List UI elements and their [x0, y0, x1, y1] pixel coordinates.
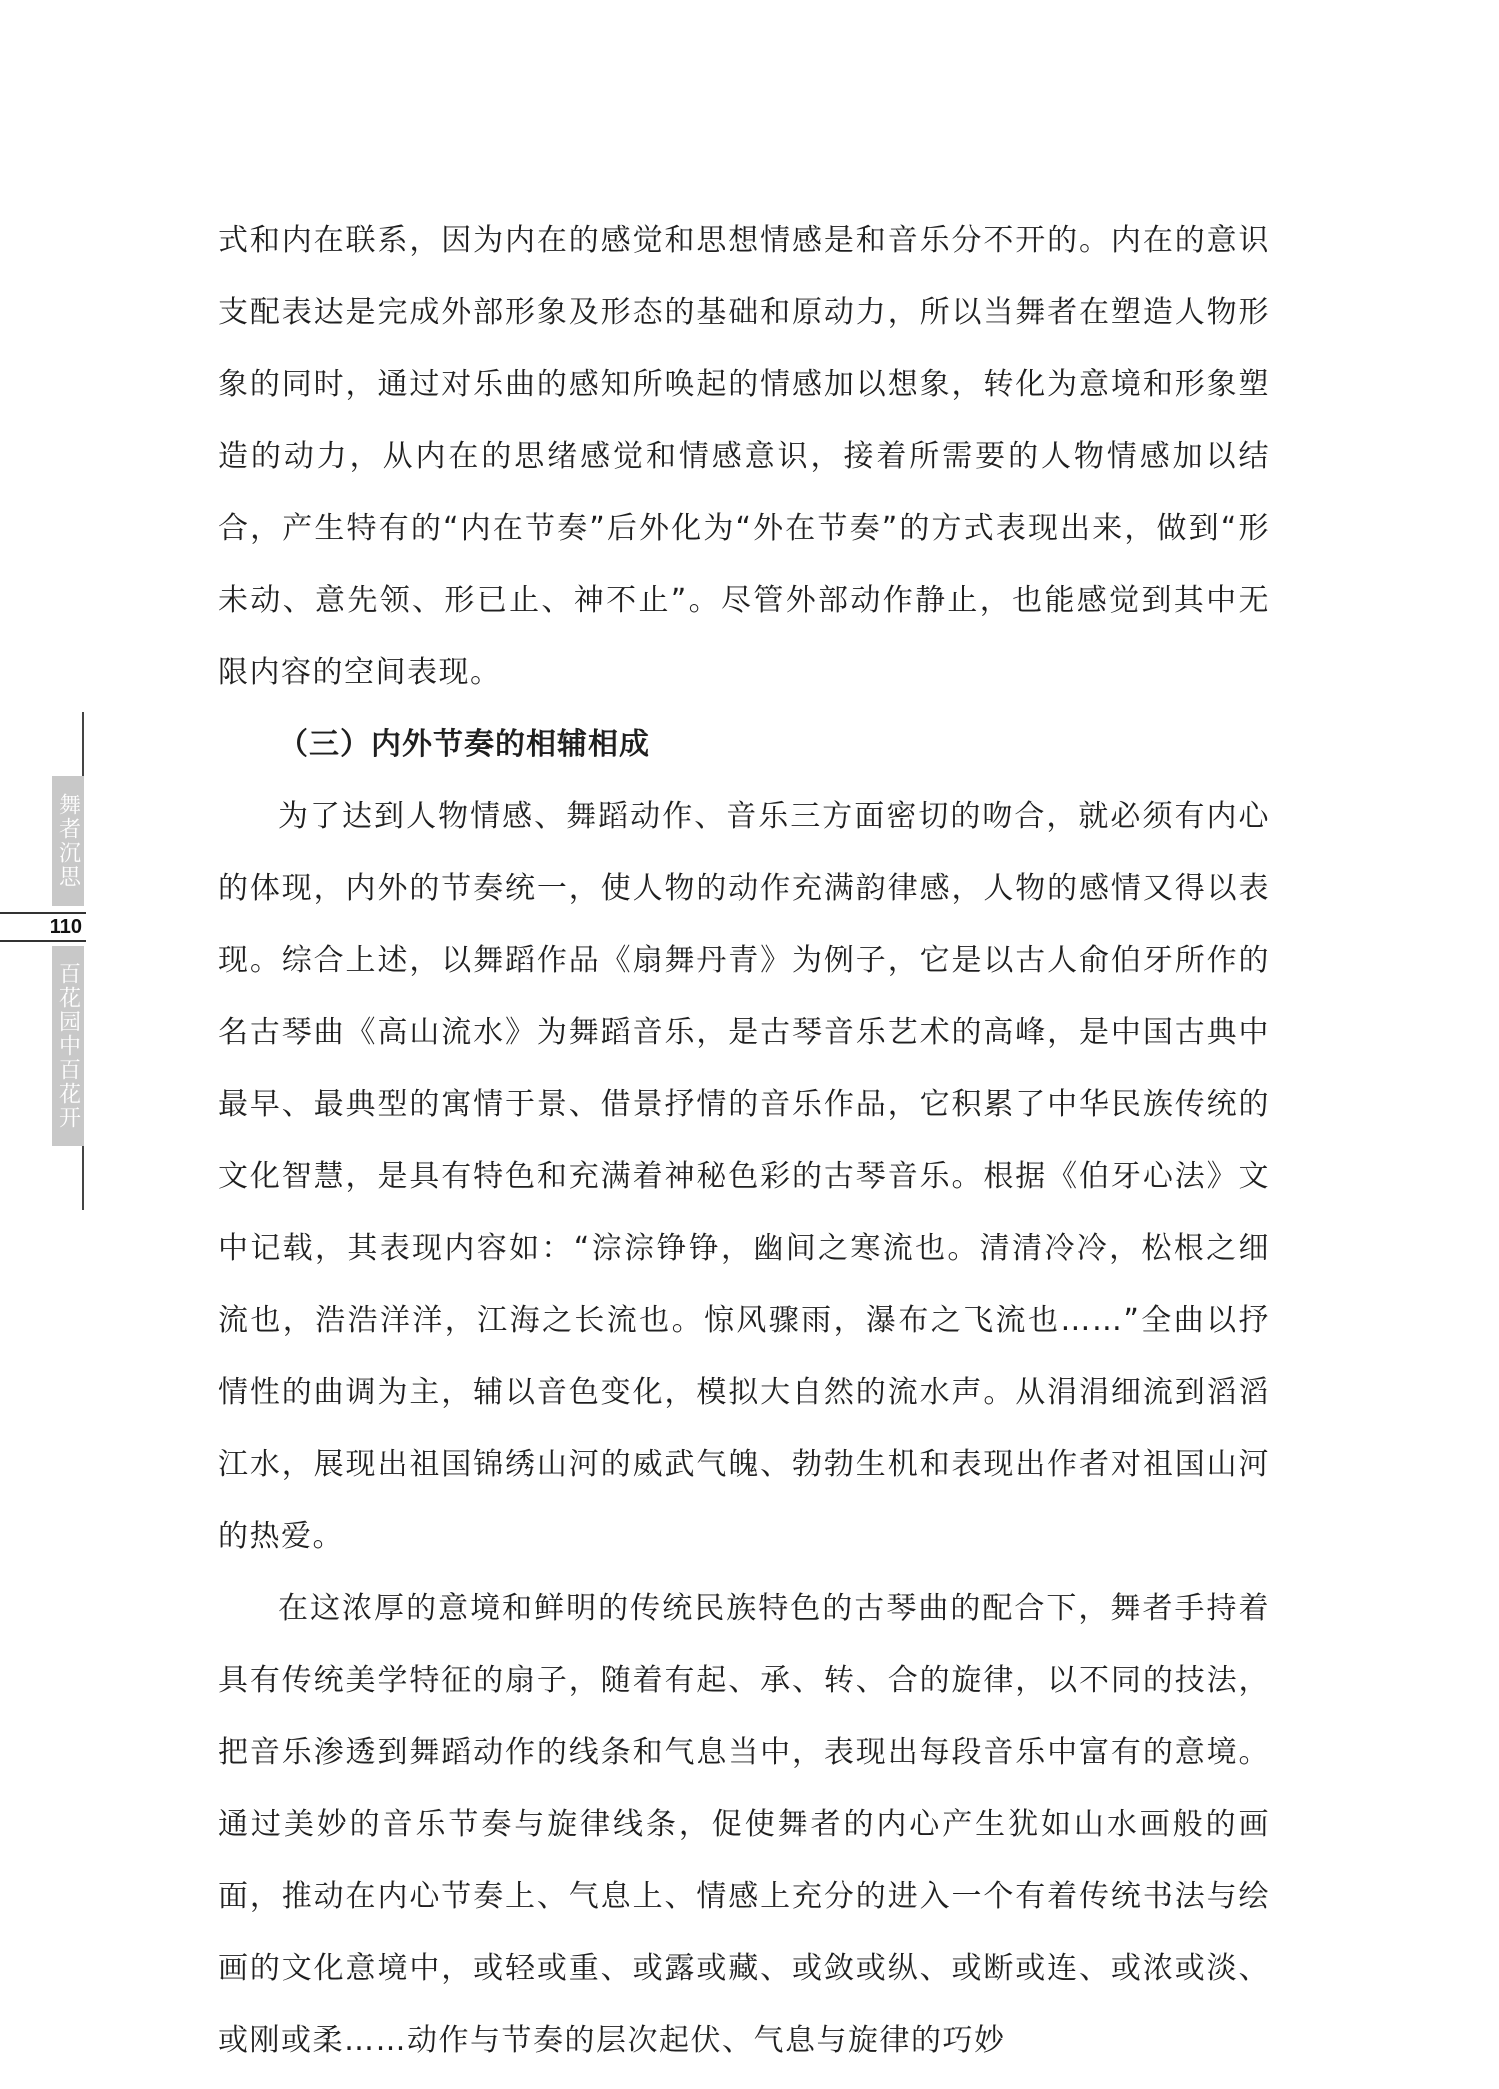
page-number-bar: [0, 912, 86, 942]
margin-rule-bottom: [82, 1146, 84, 1210]
section-tab-upper-label: 舞者沉思: [55, 793, 81, 889]
section-tab-upper: [52, 776, 84, 906]
paragraph-1: 式和内在联系，因为内在的感觉和思想情感是和音乐分不开的。内在的意识支配表达是完成外部形象及形态的基础和原动力，所以当舞者在塑造人物形象的同时，通过对乐曲的感知所唤起的情感加以想象，转化为意境和形象塑造的动力，从内在的思绪感觉和情感意识，接着所需要的人物情感加以结合，产生特有的“内在节奏”后外化为“外在节奏”的方式表现出来，做到“形未动、意先领、形已止、神不止”。尽管外部动作静止，也能感觉到其中无限内容的空间表现。: [218, 223, 1270, 690]
section-tab-lower-label: 百花园中百花开: [55, 962, 81, 1130]
body-text: [218, 205, 1270, 2077]
section-heading: （三）内外节奏的相辅相成: [278, 727, 650, 762]
section-tab-lower: [52, 946, 84, 1146]
paragraph-2: 为了达到人物情感、舞蹈动作、音乐三方面密切的吻合，就必须有内心的体现，内外的节奏统一，使人物的动作充满韵律感，人物的感情又得以表现。综合上述，以舞蹈作品《扇舞丹青》为例子，它是以古人俞伯牙所作的名古琴曲《高山流水》为舞蹈音乐，是古琴音乐艺术的高峰，是中国古典中最早、最典型的寓情于景、借景抒情的音乐作品，它积累了中华民族传统的文化智慧，是具有特色和充满着神秘色彩的古琴音乐。根据《伯牙心法》文中记载，其表现内容如：“淙淙铮铮，幽间之寒流也。清清冷冷，松根之细流也，浩浩洋洋，江海之长流也。惊风骤雨，瀑布之飞流也……”全曲以抒情性的曲调为主，辅以音色变化，模拟大自然的流水声。从涓涓细流到滔滔江水，展现出祖国锦绣山河的威武气魄、勃勃生机和表现出作者对祖国山河的热爱。: [218, 799, 1270, 1554]
paragraph-3: 在这浓厚的意境和鲜明的传统民族特色的古琴曲的配合下，舞者手持着具有传统美学特征的扇子，随着有起、承、转、合的旋律，以不同的技法，把音乐渗透到舞蹈动作的线条和气息当中，表现出每段音乐中富有的意境。通过美妙的音乐节奏与旋律线条，促使舞者的内心产生犹如山水画般的画面，推动在内心节奏上、气息上、情感上充分的进入一个有着传统书法与绘画的文化意境中，或轻或重、或露或藏、或敛或纵、或断或连、或浓或淡、或刚或柔……动作与节奏的层次起伏、气息与旋律的巧妙: [218, 1591, 1270, 2058]
page-number: 110: [49, 915, 82, 938]
margin-rule-top: [82, 712, 84, 776]
